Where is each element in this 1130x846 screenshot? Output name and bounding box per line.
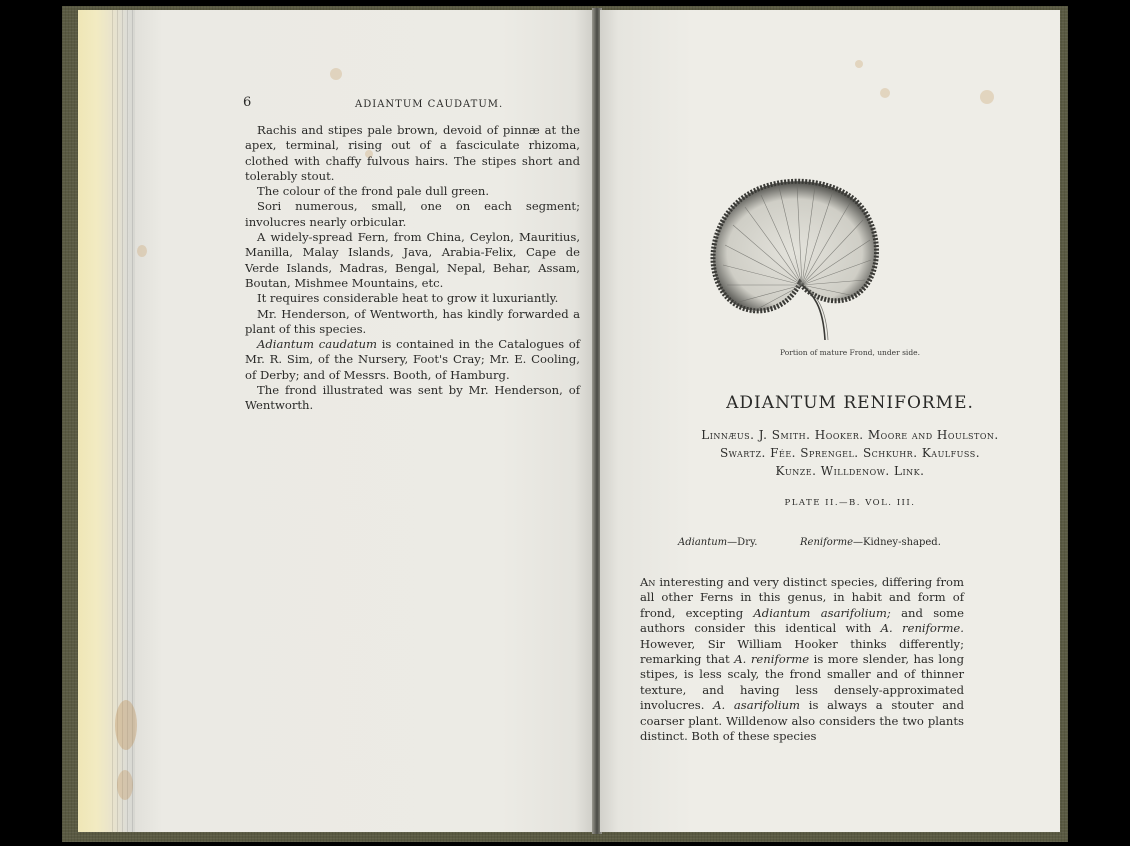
paragraph-text: However, Sir William Hooker thinks differently; remarking that (640, 636, 964, 667)
species-name: A. reniforme (734, 652, 810, 667)
paragraph: Sori numerous, small, one on each segment; involucres nearly orbicular. (245, 199, 580, 229)
right-body-text (640, 575, 964, 744)
species-name: Adiantum caudatum (257, 337, 378, 352)
paragraph (640, 575, 964, 744)
paragraph-text: is contained in the Catalogues of Mr. R. Sim, of the Nursery, Foot's Cray; Mr. E. Cooling, of Derby; and of Messrs. Booth, of Hamburg. (245, 337, 580, 382)
species-meaning: —Kidney-shaped. (853, 537, 941, 548)
paragraph (245, 337, 580, 383)
species-name: A. asarifolium (713, 698, 801, 713)
running-head: ADIANTUM CAUDATUM. (355, 99, 504, 110)
left-page (135, 10, 593, 832)
paragraph-text: is always a stouter and coarser plant. Willdenow also considers the two plants distinct. Both of these species (640, 698, 964, 744)
genus-meaning: —Dry. (727, 537, 758, 548)
figure-caption: Portion of mature Frond, under side. (780, 348, 920, 357)
paragraph: Mr. Henderson, of Wentworth, has kindly forwarded a plant of this species. (245, 306, 580, 336)
genus-name: Adiantum (678, 537, 728, 548)
authorities-list (600, 426, 1060, 480)
species-etymology (800, 537, 941, 548)
page-number: 6 (243, 95, 252, 110)
authorities-line: Linnæus. J. Smith. Hooker. Moore and Houlston. (701, 428, 999, 442)
species-name: A. reniforme. (880, 621, 964, 636)
species-title: ADIANTUM RENIFORME. (726, 393, 974, 413)
fern-illustration (705, 165, 885, 350)
paragraph: The frond illustrated was sent by Mr. Henderson, of Wentworth. (245, 383, 580, 413)
species-epithet: Reniforme (800, 537, 853, 548)
genus-etymology (678, 537, 757, 548)
fern-frond-drawing (705, 165, 885, 350)
paragraph: It requires considerable heat to grow it luxuriantly. (257, 291, 559, 306)
paragraph-text: interesting and very distinct species, differing from all other Ferns in this genus, in habit and form of frond, excepting (640, 575, 964, 620)
species-name: Adiantum asarifolium; (753, 605, 891, 620)
paragraph: The colour of the frond pale dull green. (257, 184, 490, 199)
left-body-text (245, 123, 580, 414)
right-page (600, 10, 1060, 832)
paragraph-text: is more slender, has long stipes, is less scaly, the frond smaller and of thinner texture, and having less densely-approximated involucres. (640, 652, 964, 713)
paragraph: A widely-spread Fern, from China, Ceylon, Mauritius, Manilla, Malay Islands, Java, Arabia-Felix, Cape de Verde Islands, Madras, Bengal, Nepal, Behar, Assam, Boutan, Mishmee Mountains, etc. (245, 230, 580, 290)
authorities-line: Swartz. Fée. Sprengel. Schkuhr. Kaulfuss. (719, 446, 981, 460)
paragraph-text: and some authors consider this identical with (640, 605, 964, 636)
authorities-line: Kunze. Willdenow. Link. (775, 464, 925, 478)
paragraph: Rachis and stipes pale brown, devoid of pinnæ at the apex, terminal, rising out of a fasciculate rhizoma, clothed with chaffy fulvous hairs. The stipes short and tolerably stout. (245, 123, 580, 183)
drop-word: An (640, 575, 656, 589)
plate-reference: PLATE II.—B. VOL. III. (784, 498, 916, 508)
